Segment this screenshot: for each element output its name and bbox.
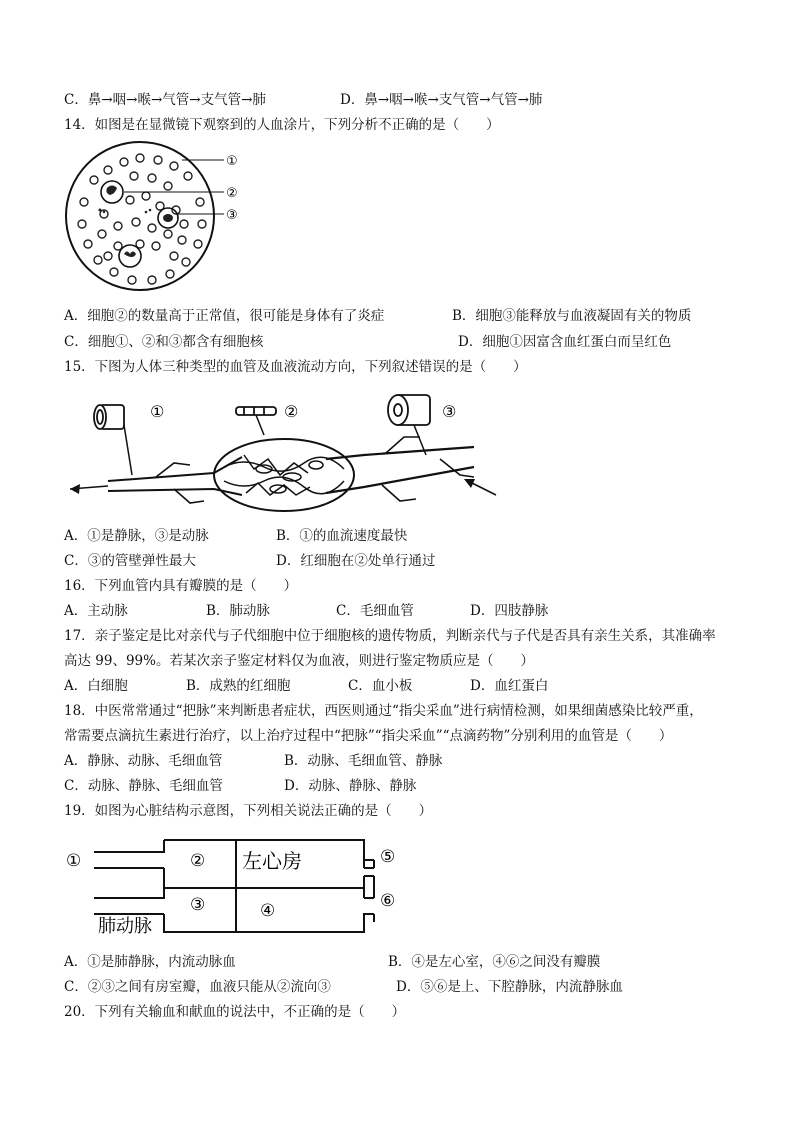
- q15-label-2: ②: [284, 402, 299, 421]
- q18-option-b: B．动脉、毛细血管、静脉: [284, 753, 443, 769]
- q14-stem: 14．如图是在显微镜下观察到的人血涂片，下列分析不正确的是（ ）: [64, 117, 500, 133]
- q14-option-b: B．细胞③能释放与血液凝固有关的物质: [452, 308, 692, 324]
- q19-label-5: ⑤: [380, 847, 396, 867]
- q19-option-b: B．④是左心室，④⑥之间没有瓣膜: [388, 954, 601, 970]
- q15-option-d: D．红细胞在②处单行通过: [276, 553, 436, 569]
- q19-label-6: ⑥: [380, 891, 396, 911]
- q15-label-3: ③: [442, 402, 457, 421]
- q20-stem: 20．下列有关输血和献血的说法中，不正确的是（ ）: [64, 1004, 406, 1020]
- q14-label-2: ②: [226, 186, 238, 201]
- q16-option-c: C．毛细血管: [336, 603, 414, 619]
- q14-option-a: A．细胞②的数量高于正常值，很可能是身体有了炎症: [64, 308, 385, 324]
- q19-option-a: A．①是肺静脉，内流动脉血: [64, 954, 236, 970]
- q19-label-4: ④: [260, 901, 276, 921]
- q19-label-2: ②: [190, 851, 206, 871]
- q14-option-c: C．细胞①、②和③都含有细胞核: [64, 334, 264, 350]
- q19-option-c: C．②③之间有房室瓣，血液只能从②流向③: [64, 979, 331, 995]
- q18-stem-line2: 常需要点滴抗生素进行治疗，以上治疗过程中“把脉”“指尖采血”“点滴药物”分别利用的血管是（ ）: [64, 728, 673, 744]
- q14-label-3: ③: [226, 208, 238, 223]
- q19-pulmonary-artery-label: 肺动脉: [98, 916, 152, 937]
- q18-stem-line1: 18．中医常常通过“把脉”来判断患者症状，西医则通过“指尖采血”进行病情检测，如果细菌感染比较严重，: [64, 703, 703, 719]
- q14-option-d: D．细胞①因富含血红蛋白而呈红色: [458, 334, 672, 350]
- q13-option-c: C．鼻→咽→喉→气管→支气管→肺: [64, 92, 266, 108]
- q19-label-3: ③: [190, 895, 206, 915]
- q15-option-b: B．①的血流速度最快: [276, 528, 408, 544]
- q15-label-1: ①: [150, 402, 165, 421]
- q13-option-d: D．鼻→咽→喉→支气管→气管→肺: [340, 92, 543, 108]
- q15-option-a: A．①是静脉，③是动脉: [64, 528, 209, 544]
- q16-option-a: A．主动脉: [64, 603, 128, 619]
- q18-option-d: D．动脉、静脉、静脉: [284, 778, 417, 794]
- q18-option-c: C．动脉、静脉、毛细血管: [64, 778, 223, 794]
- q17-option-c: C．血小板: [348, 678, 413, 694]
- q19-left-atrium-label: 左心房: [242, 849, 302, 873]
- q19-option-d: D．⑤⑥是上、下腔静脉，内流静脉血: [396, 979, 623, 995]
- q16-option-b: B．肺动脉: [206, 603, 270, 619]
- q17-option-d: D．血红蛋白: [470, 678, 549, 694]
- q14-label-1: ①: [226, 154, 238, 169]
- q19-stem: 19．如图为心脏结构示意图，下列相关说法正确的是（ ）: [64, 803, 433, 819]
- blood-smear-figure: [64, 140, 264, 300]
- blood-vessels-figure: [64, 385, 504, 520]
- q17-stem-line2: 高达 99、99%。若某次亲子鉴定材料仅为血液，则进行鉴定物质应是（ ）: [64, 653, 534, 669]
- q17-option-a: A．白细胞: [64, 678, 128, 694]
- q18-option-a: A．静脉、动脉、毛细血管: [64, 753, 223, 769]
- q17-option-b: B．成熟的红细胞: [186, 678, 291, 694]
- q19-label-1: ①: [66, 851, 82, 871]
- q15-option-c: C．③的管壁弹性最大: [64, 553, 196, 569]
- q16-stem: 16．下列血管内具有瓣膜的是（ ）: [64, 578, 298, 594]
- q16-option-d: D．四肢静脉: [470, 603, 549, 619]
- q15-stem: 15．下图为人体三种类型的血管及血液流动方向，下列叙述错误的是（ ）: [64, 359, 527, 375]
- heart-structure-figure: [64, 832, 414, 942]
- q17-stem-line1: 17．亲子鉴定是比对亲代与子代细胞中位于细胞核的遗传物质，判断亲代与子代是否具有亲生关系，其准确率: [64, 628, 716, 644]
